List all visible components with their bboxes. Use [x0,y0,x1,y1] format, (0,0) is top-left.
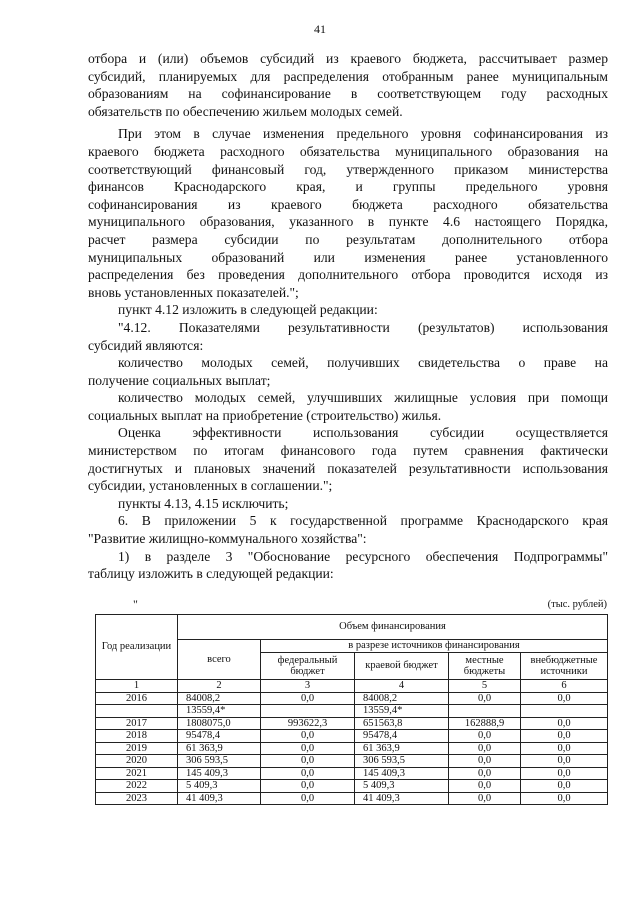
header-extra: внебюджетные источники [521,653,608,680]
text-line: расчет размера субсидии по результатам дополнительного отбора [88,231,608,247]
cell-extra: 0,0 [521,780,608,793]
text-line: софинансирования из краевого бюджета расходного обязательства [88,196,608,212]
cell-local: 162888,9 [449,717,521,730]
text-line: вновь установленных показателей."; [88,284,299,300]
text-line: количество молодых семей, получивших свидетельства о праве на [118,355,608,371]
cell-total: 145 409,3 [178,767,261,780]
text-line: финансов Краснодарского края, и группы предельного уровня [88,179,608,195]
cell-year: 2022 [96,780,178,793]
cell-regional: 145 409,3 [355,767,449,780]
cell-local: 0,0 [449,780,521,793]
table-row [96,705,608,718]
column-number-row [96,680,608,693]
column-number: 2 [178,680,261,693]
cell-local: 0,0 [449,767,521,780]
cell-local: 0,0 [449,792,521,805]
cell-federal: 993622,3 [261,717,355,730]
cell-year: 2016 [96,692,178,705]
cell-extra: 0,0 [521,730,608,743]
cell-total: 41 409,3 [178,792,261,805]
text-line: Оценка эффективности использования субсидии осуществляется [118,425,608,441]
header-federal: федеральный бюджет [261,653,355,680]
text-line: субсидии, установленных в соглашении."; [88,478,333,494]
header-local: местные бюджеты [449,653,521,680]
header-regional: краевой бюджет [355,653,449,680]
cell-federal: 0,0 [261,742,355,755]
header-year: Год реализации [96,615,178,680]
column-number: 3 [261,680,355,693]
text-line: 1) в разделе 3 "Обоснование ресурсного обеспечения Подпрограммы" [118,548,608,564]
text-line: "4.12. Показателями результативности (результатов) использования [118,319,608,335]
cell-extra: 0,0 [521,767,608,780]
cell-local: 0,0 [449,692,521,705]
text-line: краевого бюджета расходного обязательства муниципального образования на [88,143,608,159]
cell-regional: 95478,4 [355,730,449,743]
body-text [88,50,608,583]
header-by-source: в разрезе источников финансирования [261,640,608,653]
cell-federal [261,705,355,718]
text-line: 6. В приложении 5 к государственной программе Краснодарского края [118,513,608,529]
cell-total: 84008,2 [178,692,261,705]
text-line: министерством по итогам финансового года путем сравнения фактически [88,443,608,459]
cell-extra [521,705,608,718]
text-line: субсидий являются: [88,337,204,353]
cell-federal: 0,0 [261,755,355,768]
cell-federal: 0,0 [261,792,355,805]
cell-regional: 5 409,3 [355,780,449,793]
cell-extra: 0,0 [521,755,608,768]
text-line: социальных выплат на приобретение (строительство) жилья. [88,407,442,423]
cell-total: 5 409,3 [178,780,261,793]
cell-total: 61 363,9 [178,742,261,755]
cell-extra: 0,0 [521,792,608,805]
text-line: муниципальных образований или изменения ранее установленного [88,249,608,265]
cell-regional: 84008,2 [355,692,449,705]
table-header-row-1 [96,615,608,640]
text-line: субсидий, планируемых для распределения отобранным ранее муниципальным [88,68,608,84]
header-total: всего [178,640,261,680]
table-row [96,755,608,768]
text-line: таблицу изложить в следующей редакции: [88,566,334,582]
cell-total: 13559,4* [178,705,261,718]
cell-year: 2017 [96,717,178,730]
table-row [96,730,608,743]
text-line: соответствующий финансовый год, утвержденного приказом министерства [88,161,608,177]
cell-regional: 13559,4* [355,705,449,718]
cell-year: 2020 [96,755,178,768]
header-volume: Объем финансирования [178,615,608,640]
table-caption-row [95,599,607,614]
table-row [96,792,608,805]
cell-local: 0,0 [449,742,521,755]
financing-table-block [95,599,607,805]
cell-year: 2018 [96,730,178,743]
cell-federal: 0,0 [261,767,355,780]
text-line: образованиям на софинансирование в соответствующем году расходных [88,86,608,102]
column-number: 5 [449,680,521,693]
cell-year [96,705,178,718]
cell-regional: 306 593,5 [355,755,449,768]
cell-federal: 0,0 [261,692,355,705]
cell-total: 306 593,5 [178,755,261,768]
cell-extra: 0,0 [521,717,608,730]
text-line: пункт 4.12 изложить в следующей редакции: [118,302,378,318]
table-units: (тыс. рублей) [547,599,607,610]
cell-year: 2021 [96,767,178,780]
column-number: 1 [96,680,178,693]
cell-federal: 0,0 [261,730,355,743]
text-line: муниципального образования, указанного в пункте 4.6 настоящего Порядка, [88,214,608,230]
text-line: отбора и (или) объемов субсидий из краевого бюджета, рассчитывает размер [88,51,608,66]
cell-extra: 0,0 [521,742,608,755]
cell-local: 0,0 [449,755,521,768]
text-line: распределения без проведения дополнительного отбора проводится исходя из [88,267,608,283]
text-line: обязательств по обеспечению жильем молодых семей. [88,103,403,119]
table-row [96,767,608,780]
cell-regional: 61 363,9 [355,742,449,755]
column-number: 4 [355,680,449,693]
table-row [96,780,608,793]
text-line: пункты 4.13, 4.15 исключить; [118,495,289,511]
text-line: получение социальных выплат; [88,372,271,388]
cell-total: 95478,4 [178,730,261,743]
cell-total: 1808075,0 [178,717,261,730]
table-row [96,717,608,730]
text-line: достигнутых и плановых значений показателей результативности использования [88,460,608,476]
cell-local [449,705,521,718]
cell-federal: 0,0 [261,780,355,793]
page-number: 41 [314,22,326,36]
table-row [96,692,608,705]
financing-table [95,614,608,805]
cell-regional: 651563,8 [355,717,449,730]
cell-year: 2019 [96,742,178,755]
text-line: "Развитие жилищно-коммунального хозяйства": [88,531,367,547]
cell-local: 0,0 [449,730,521,743]
column-number: 6 [521,680,608,693]
cell-extra: 0,0 [521,692,608,705]
table-row [96,742,608,755]
text-line: При этом в случае изменения предельного уровня софинансирования из [118,126,608,142]
cell-year: 2023 [96,792,178,805]
cell-regional: 41 409,3 [355,792,449,805]
table-open-quote: " [133,597,138,611]
text-line: количество молодых семей, улучшивших жилищные условия при помощи [118,390,608,406]
